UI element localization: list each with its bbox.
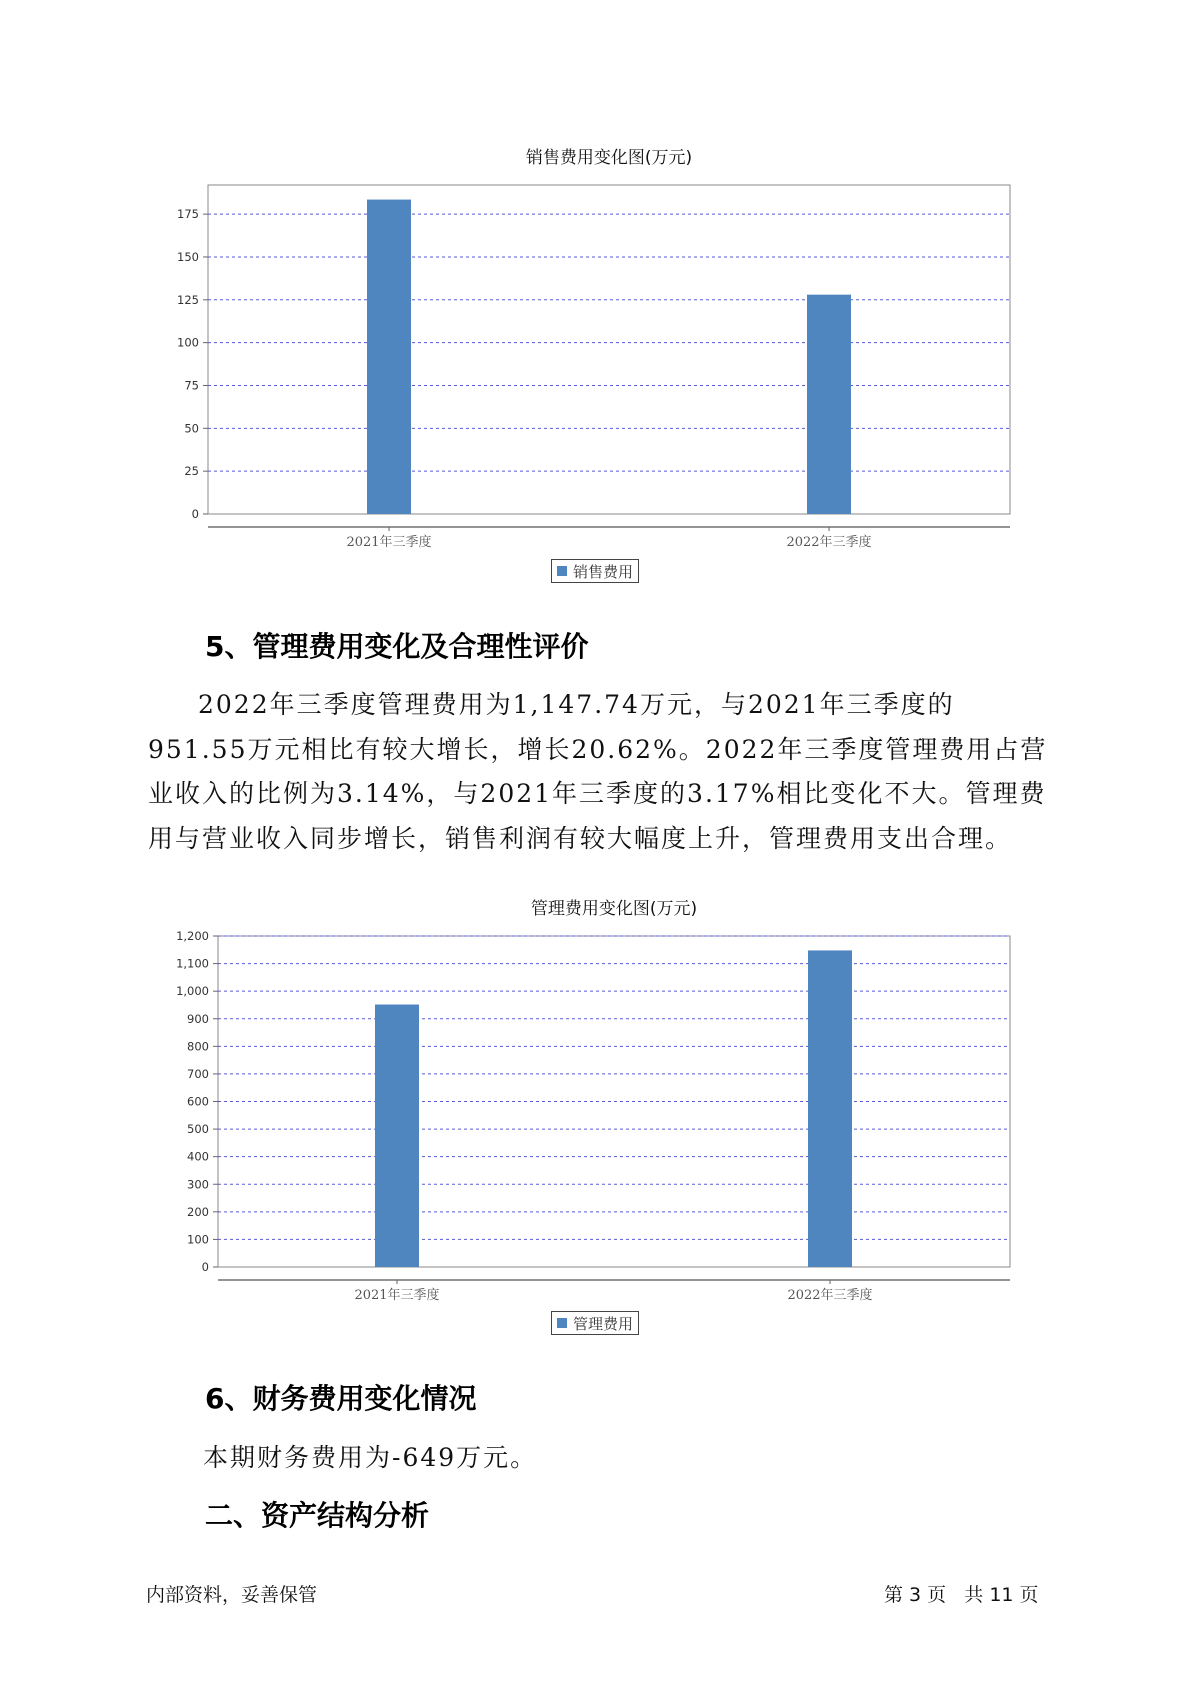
bar <box>375 1005 419 1267</box>
y-tick-label: 600 <box>187 1094 209 1109</box>
y-tick-label: 200 <box>187 1204 209 1219</box>
x-category-label: 2022年三季度 <box>787 1288 873 1303</box>
y-tick-label: 500 <box>187 1122 209 1137</box>
section-6-body: 本期财务费用为-649万元。 <box>203 1443 538 1472</box>
y-tick-label: 1,200 <box>176 929 209 943</box>
y-tick-label: 150 <box>177 249 199 264</box>
x-category-label: 2021年三季度 <box>346 535 432 550</box>
section-5-title: 5、管理费用变化及合理性评价 <box>205 630 589 663</box>
y-tick-label: 1,000 <box>176 984 209 999</box>
y-tick-label: 400 <box>187 1149 209 1164</box>
chart-title: 管理费用变化图(万元) <box>530 899 698 919</box>
section-6-title: 6、财务费用变化情况 <box>205 1382 477 1415</box>
y-tick-label: 300 <box>187 1177 209 1192</box>
y-tick-label: 175 <box>177 207 199 222</box>
y-tick-label: 50 <box>184 421 199 436</box>
x-category-label: 2021年三季度 <box>354 1288 440 1303</box>
footer-page-number: 第 3 页 共 11 页 <box>884 1584 1039 1606</box>
x-category-label: 2022年三季度 <box>786 535 872 550</box>
y-tick-label: 1,100 <box>176 956 209 971</box>
legend-label: 销售费用 <box>573 562 634 581</box>
y-tick-label: 125 <box>177 292 199 307</box>
y-tick-label: 25 <box>184 464 199 479</box>
chart-title: 销售费用变化图(万元) <box>525 148 693 168</box>
admin-expense-legend <box>551 1311 639 1335</box>
legend-label: 管理费用 <box>573 1314 634 1333</box>
y-tick-label: 700 <box>187 1066 209 1081</box>
section-5-body: 2022年三季度管理费用为1,147.74万元，与2021年三季度的951.55万元相比有较大增长，增长20.62%。2022年三季度管理费用占营业收入的比例为3.14%，与2021年三季度的3.17%相比变化不大。管理费用与营业收入同步增长，销售利润有较大幅度上升，管理费用支出合理。 <box>148 690 1048 853</box>
y-tick-label: 75 <box>184 378 199 393</box>
footer-confidential: 内部资料，妥善保管 <box>146 1584 318 1606</box>
y-tick-label: 100 <box>187 1232 209 1247</box>
part-2-title: 二、资产结构分析 <box>205 1499 430 1532</box>
y-tick-label: 800 <box>187 1039 209 1054</box>
y-tick-label: 100 <box>177 335 199 350</box>
y-tick-label: 0 <box>201 1260 209 1274</box>
y-tick-label: 900 <box>187 1011 209 1026</box>
legend-swatch <box>557 1318 567 1328</box>
y-tick-label: 0 <box>191 507 199 521</box>
bar <box>808 950 852 1267</box>
